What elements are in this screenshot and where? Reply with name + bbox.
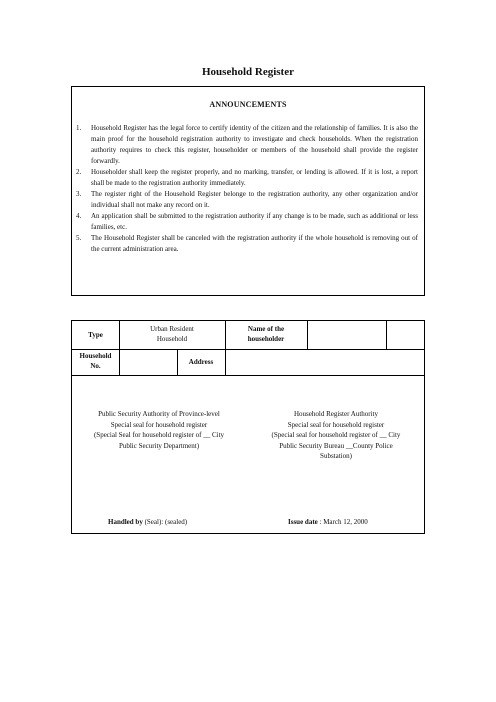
seal-line: Special seal for household register	[287, 420, 385, 429]
type-label: Type	[88, 331, 103, 339]
announcement-text: The Household Register shall be canceled with the registration authority if the whole household is removing out of the current administration area.	[91, 234, 418, 253]
handled-by	[108, 518, 187, 526]
seal-line: Public Security Authority of Province-level	[98, 410, 220, 418]
seal-line: Special seal for household register	[110, 420, 208, 429]
issue-date	[288, 518, 368, 526]
announcement-number: 1.	[76, 124, 82, 132]
announcement-number: 4.	[76, 212, 82, 220]
issue-date-value: : March 12, 2000	[319, 518, 368, 526]
announcement-text: Household Register has the legal force to certify identity of the citizen and the relationship of families. It is also the main proof for the household registration authority to investigate and check households. When the registration authority requires to check this register, householder or members of the household shall provide the register forwardly.	[91, 124, 418, 165]
province-seal-block	[74, 409, 244, 451]
announcement-item	[76, 123, 418, 167]
announcement-number: 3.	[76, 190, 82, 198]
householder-name-label-line: householder	[247, 335, 285, 343]
announcement-text: Householder shall keep the register properly, and no marking, transfer, or lending is allowed. If it is lost, a report shall be made to the registration authority immediately.	[91, 168, 418, 187]
announcement-item	[76, 167, 418, 189]
seal-line: (Special seal for household register of __ City	[271, 431, 401, 439]
announcement-item	[76, 211, 418, 233]
seal-line: Household Register Authority	[294, 410, 378, 418]
household-info-box	[71, 320, 425, 534]
page-title: Household Register	[202, 66, 294, 78]
household-no-label-line: Household	[79, 352, 112, 360]
householder-name-label-line: Name of the	[247, 325, 285, 333]
seal-line: (Special Seal for household register of __ City	[93, 431, 225, 439]
household-no-label-line: No.	[90, 362, 101, 370]
announcements-list	[76, 123, 418, 255]
announcement-text: The register right of the Household Register belonge to the registration authority, any other organization and/or individual shall not make any record on it.	[91, 190, 418, 209]
type-value	[119, 324, 225, 344]
householder-name-label	[225, 324, 307, 344]
householder-extra-cell	[387, 321, 424, 349]
household-no-label	[72, 351, 119, 371]
announcement-number: 2.	[76, 168, 82, 176]
issue-date-label: Issue date	[288, 518, 318, 526]
seal-line: Public Security Department)	[118, 441, 200, 450]
seal-line: Substation)	[320, 452, 352, 460]
seal-line: Public Security Bureau __County Police	[279, 441, 393, 450]
announcement-item	[76, 189, 418, 211]
announcement-text: An application shall be submitted to the registration authority if any change is to be made, such as additional or less families, etc.	[91, 212, 418, 231]
address-value	[226, 349, 424, 375]
householder-name-value	[308, 321, 386, 349]
row-divider	[72, 375, 424, 376]
announcements-box	[71, 86, 425, 296]
type-value-line: Household	[156, 335, 188, 343]
handled-by-value: (Seal): (sealed)	[144, 518, 188, 526]
announcement-number: 5.	[76, 234, 82, 242]
register-authority-seal-block	[250, 409, 422, 462]
handled-by-label: Handled by	[108, 518, 143, 526]
announcement-item	[76, 233, 418, 255]
announcements-heading: ANNOUNCEMENTS	[209, 100, 287, 109]
address-label: Address	[188, 358, 214, 366]
household-no-value	[120, 349, 177, 375]
type-value-line: Urban Resident	[150, 325, 194, 333]
